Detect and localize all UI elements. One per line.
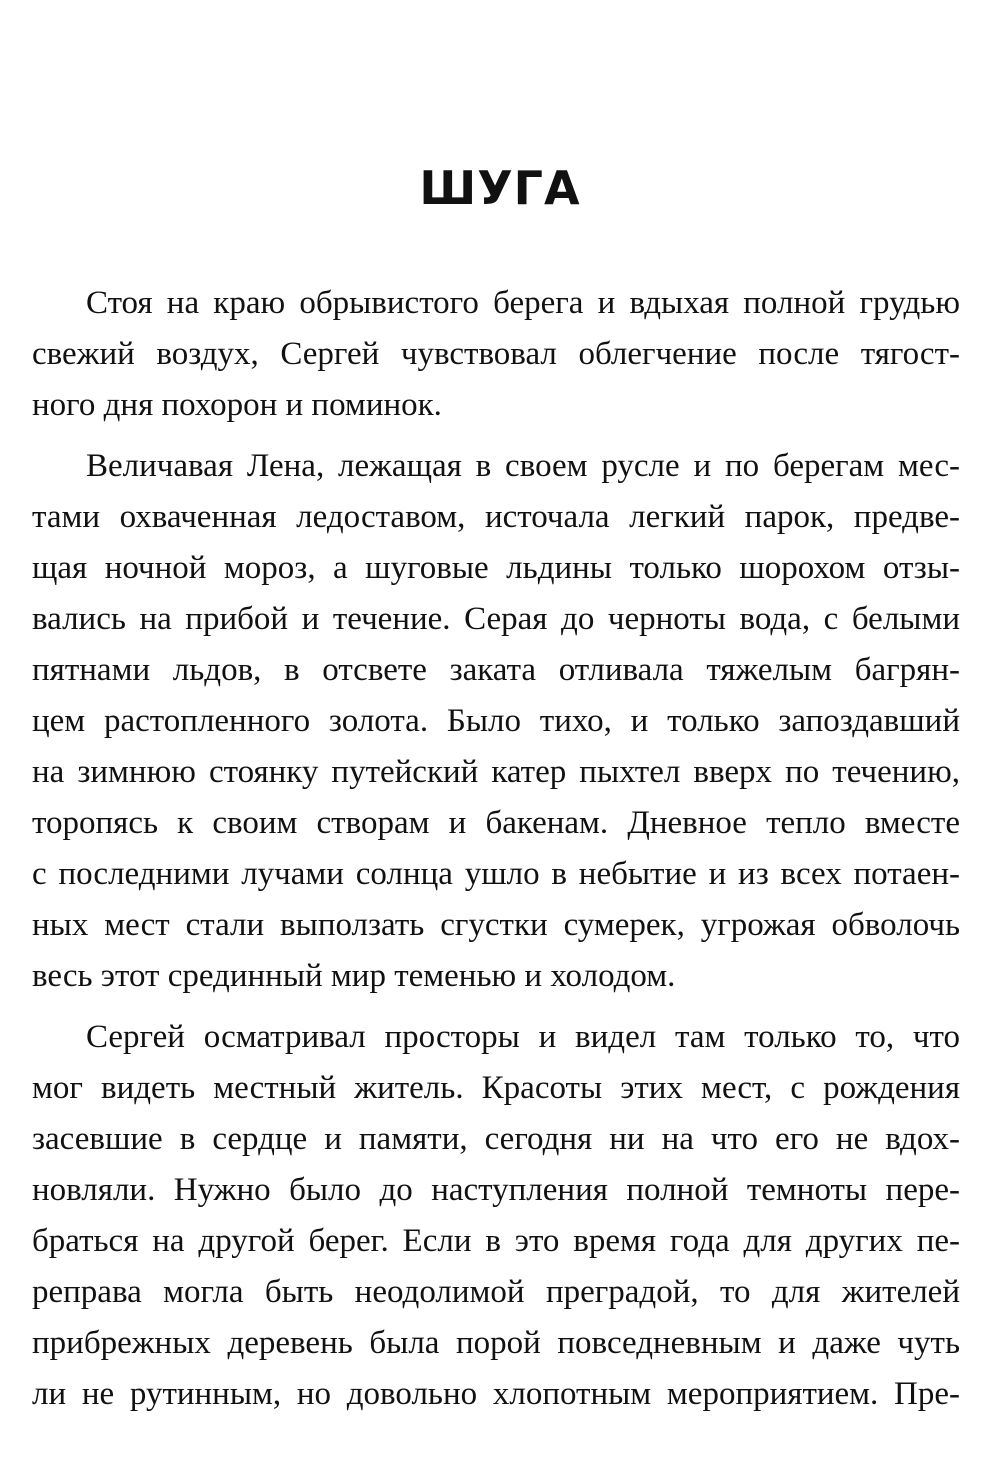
text-line: пятнами льдов, в отсвете заката отливала тяжелым багрян- [32,652,960,688]
text-line: щая ночной мороз, а шуговые льдины только шорохом отзы- [32,550,960,586]
text-line: новляли. Нужно было до наступления полной темноты пере- [32,1172,960,1208]
text-line: вались на прибой и течение. Серая до черноты вода, с белыми [32,601,960,637]
text-line: торопясь к своим створам и бакенам. Дневное тепло вместе [32,805,960,841]
text-line: весь этот срединный мир теменью и холодом. [32,958,676,994]
paragraph-2 [32,441,960,1002]
text-line: мог видеть местный житель. Красоты этих мест, с рождения [32,1070,960,1106]
text-line: свежий воздух, Сергей чувствовал облегчение после тягост- [32,336,960,372]
text-line: цем растопленного золота. Было тихо, и только запоздавший [32,703,960,739]
text-line: ного дня похорон и поминок. [32,387,442,423]
paragraph-1 [32,278,960,431]
text-line: ных мест стали выползать сгустки сумерек, угрожая обволочь [32,907,960,943]
text-line: на зимнюю стоянку путейский катер пыхтел вверх по течению, [32,754,960,790]
text-line: засевшие в сердце и памяти, сегодня ни на что его не вдох- [32,1121,960,1157]
text-line: браться на другой берег. Если в это время года для других пе- [32,1223,960,1259]
text-line: реправа могла быть неодолимой преградой, то для жителей [32,1274,960,1310]
text-line: тами охваченная ледоставом, источала легкий парок, предве- [32,499,960,535]
chapter-title: ШУГА [419,161,581,215]
text-line: Стоя на краю обрывистого берега и вдыхая полной грудью [86,285,960,321]
text-line: прибрежных деревень была порой повседневным и даже чуть [32,1325,960,1361]
paragraph-3 [32,1012,960,1420]
text-line: с последними лучами солнца ушло в небытие и из всех потаен- [32,856,960,892]
text-line: ли не рутинным, но довольно хлопотным мероприятием. Пре- [32,1376,960,1412]
text-line: Величавая Лена, лежащая в своем русле и по берегам мес- [86,448,960,484]
text-line: Сергей осматривал просторы и видел там только то, что [86,1019,960,1055]
body-text [32,278,960,1430]
